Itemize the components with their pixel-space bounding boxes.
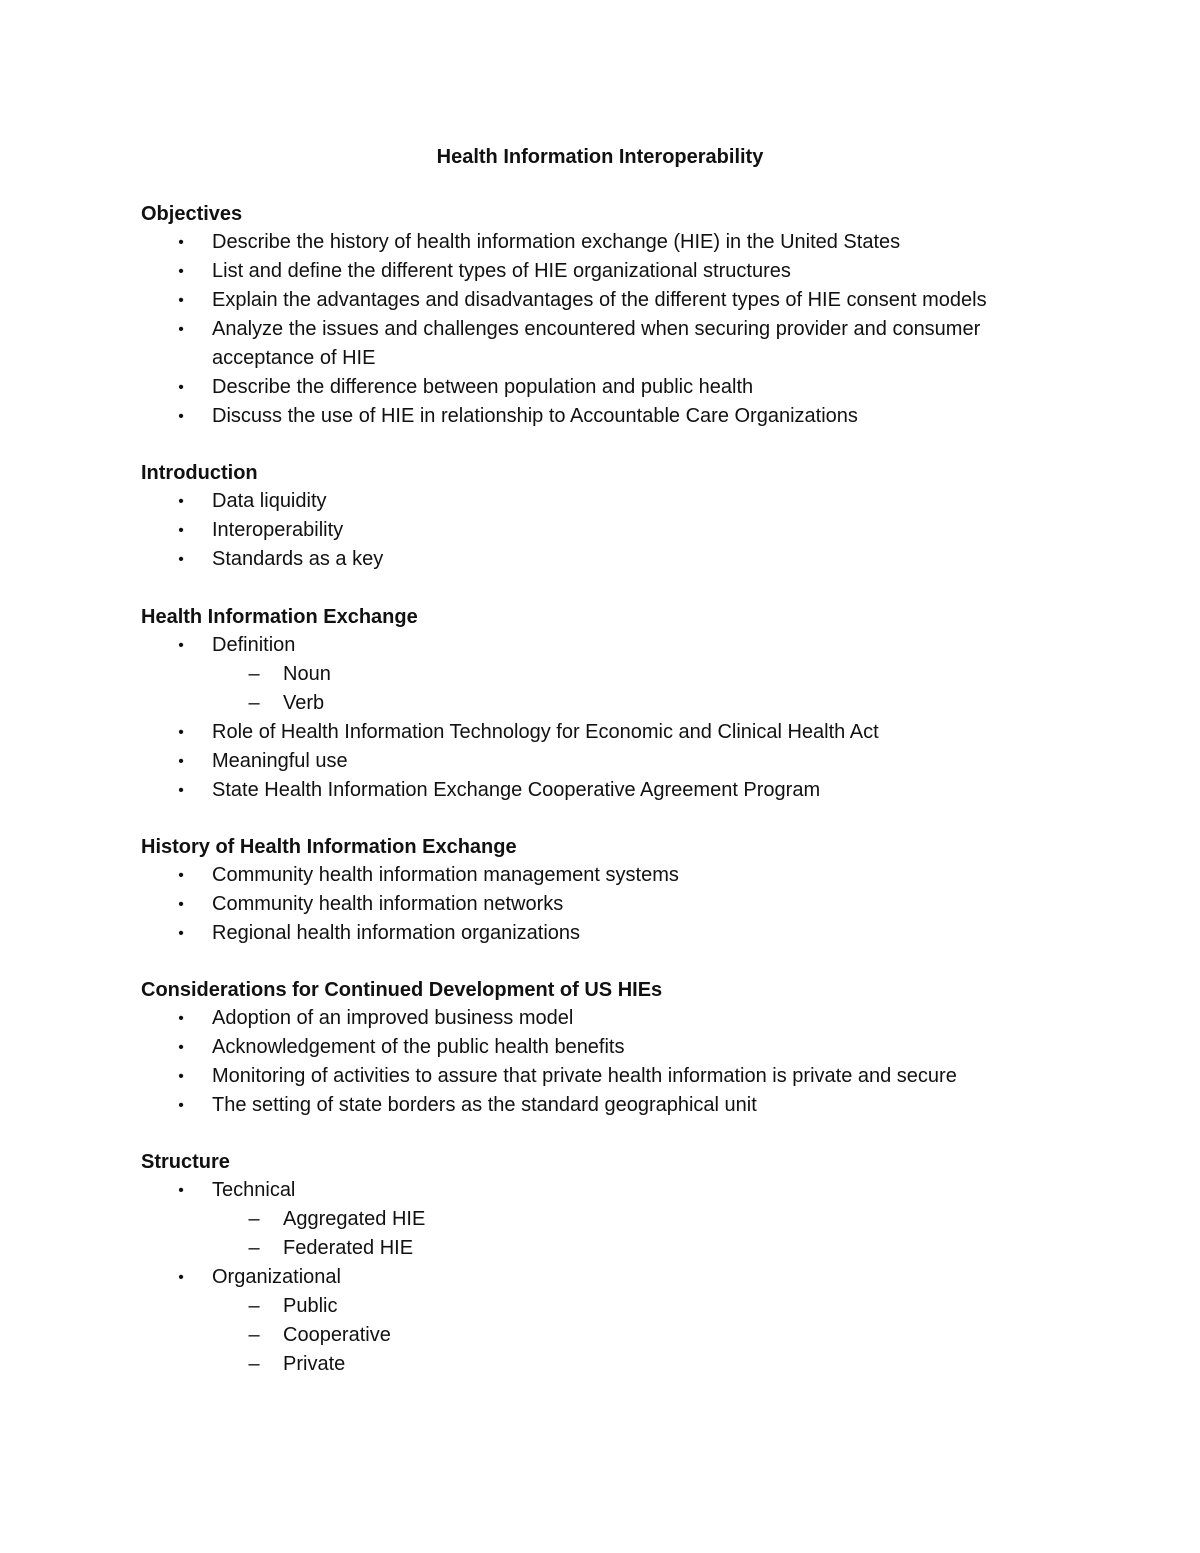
bullet-marker: •: [178, 753, 184, 770]
list-item: [141, 776, 1101, 805]
list-item-text: Definition: [212, 634, 296, 656]
sub-list-item: [212, 1205, 1101, 1234]
list-item: [141, 1263, 1101, 1379]
list-item-text: Community health information networks: [212, 893, 564, 915]
section-heading: Objectives: [141, 203, 243, 225]
sub-list-item: [212, 1321, 1101, 1350]
bullet-marker: •: [178, 782, 184, 799]
list-item: [141, 861, 1101, 890]
list-item: [141, 373, 1101, 402]
list-item: [141, 919, 1101, 948]
list-item: [141, 257, 1101, 286]
list-item-text: Describe the difference between population and public health: [212, 376, 754, 398]
bullet-marker: •: [178, 1039, 184, 1056]
bullet-marker: •: [178, 925, 184, 942]
bullet-list: [141, 718, 1101, 805]
section-structure: [141, 1148, 1101, 1379]
dash-marker: –: [248, 1324, 260, 1346]
bullet-marker: •: [178, 1182, 184, 1199]
list-item: [141, 286, 1101, 315]
bullet-list: [141, 631, 1101, 718]
bullet-marker: •: [178, 1010, 184, 1027]
sub-list-item-text: Aggregated HIE: [283, 1208, 426, 1230]
sub-list-item: [212, 1292, 1101, 1321]
bullet-marker: •: [178, 1269, 184, 1286]
document-title: Health Information Interoperability: [436, 146, 764, 168]
list-item: [141, 1033, 1101, 1062]
bullet-marker: •: [178, 867, 184, 884]
list-item: [141, 747, 1101, 776]
list-item-text: Interoperability: [212, 519, 344, 541]
list-item: [141, 718, 1101, 747]
list-item: [141, 545, 1101, 574]
bullet-marker: •: [178, 551, 184, 568]
list-item-text: Monitoring of activities to assure that private health information is private and secure: [212, 1065, 957, 1087]
bullet-marker: •: [178, 637, 184, 654]
bullet-marker: •: [178, 263, 184, 280]
list-item: [141, 228, 1101, 257]
list-item: [141, 315, 1101, 373]
section-objectives: [141, 200, 1101, 431]
sub-list-item-text: Noun: [283, 663, 331, 685]
section-health-information-exchange: [141, 603, 1101, 805]
section-considerations: [141, 976, 1101, 1120]
list-item: [141, 1176, 1101, 1263]
list-item-text: Community health information management systems: [212, 864, 679, 886]
section-heading: Introduction: [141, 462, 258, 484]
list-item-text: Explain the advantages and disadvantages of the different types of HIE consent models: [212, 289, 987, 311]
dash-marker: –: [248, 1353, 260, 1375]
list-item-text: Organizational: [212, 1266, 341, 1288]
section-heading: Considerations for Continued Development of US HIEs: [141, 979, 663, 1001]
bullet-marker: •: [178, 408, 184, 425]
sub-list-item-text: Private: [283, 1353, 346, 1375]
list-item: [141, 1091, 1101, 1120]
list-item-text: Standards as a key: [212, 548, 384, 570]
list-item: [141, 516, 1101, 545]
list-item: [141, 487, 1101, 516]
section-heading: Structure: [141, 1151, 230, 1173]
list-item-text: Meaningful use: [212, 750, 348, 772]
list-item: [141, 402, 1101, 431]
list-item-text: Regional health information organizations: [212, 922, 581, 944]
list-item-text: State Health Information Exchange Cooperative Agreement Program: [212, 779, 821, 801]
bullet-marker: •: [178, 321, 184, 338]
bullet-marker: •: [178, 1097, 184, 1114]
bullet-list: [141, 1004, 1101, 1120]
list-item-text: Analyze the issues and challenges encountered when securing provider and consumer acceptance of HIE: [212, 318, 981, 369]
list-item-text: Role of Health Information Technology for Economic and Clinical Health Act: [212, 721, 879, 743]
list-item-text: Describe the history of health information exchange (HIE) in the United States: [212, 231, 901, 253]
dash-marker: –: [248, 1208, 260, 1230]
list-item: [141, 890, 1101, 919]
section-history-hie: [141, 833, 1101, 948]
list-item-text: Discuss the use of HIE in relationship to Accountable Care Organizations: [212, 405, 858, 427]
sub-list-item: [212, 1234, 1101, 1263]
sub-list-item: [212, 660, 1101, 689]
list-item-text: Technical: [212, 1179, 296, 1201]
bullet-marker: •: [178, 493, 184, 510]
bullet-marker: •: [178, 379, 184, 396]
dash-marker: –: [248, 663, 260, 685]
bullet-marker: •: [178, 522, 184, 539]
bullet-marker: •: [178, 724, 184, 741]
bullet-marker: •: [178, 896, 184, 913]
dash-marker: –: [248, 1295, 260, 1317]
bullet-list: [141, 228, 1101, 431]
bullet-marker: •: [178, 1068, 184, 1085]
sub-list-item-text: Public: [283, 1295, 338, 1317]
sub-list-item-text: Cooperative: [283, 1324, 391, 1346]
sub-list-item: [212, 689, 1101, 718]
section-introduction: [141, 459, 1101, 574]
sub-list: [212, 1292, 1101, 1379]
dash-marker: –: [248, 692, 260, 714]
sub-list-item-text: Federated HIE: [283, 1237, 414, 1259]
list-item: [141, 631, 1101, 718]
dash-marker: –: [248, 1237, 260, 1259]
bullet-list: [141, 487, 1101, 574]
sub-list-item-text: Verb: [283, 692, 325, 714]
list-item: [141, 1062, 1101, 1091]
bullet-list: [141, 1176, 1101, 1379]
list-item-text: Adoption of an improved business model: [212, 1007, 574, 1029]
sub-list: [212, 1205, 1101, 1263]
bullet-list: [141, 861, 1101, 948]
bullet-marker: •: [178, 292, 184, 309]
section-heading: History of Health Information Exchange: [141, 836, 517, 858]
list-item-text: List and define the different types of HIE organizational structures: [212, 260, 791, 282]
sub-list: [212, 660, 1101, 718]
section-heading: Health Information Exchange: [141, 606, 418, 628]
bullet-marker: •: [178, 234, 184, 251]
list-item-text: Data liquidity: [212, 490, 327, 512]
sub-list-item: [212, 1350, 1101, 1379]
list-item-text: Acknowledgement of the public health benefits: [212, 1036, 625, 1058]
list-item: [141, 1004, 1101, 1033]
list-item-text: The setting of state borders as the standard geographical unit: [212, 1094, 757, 1116]
